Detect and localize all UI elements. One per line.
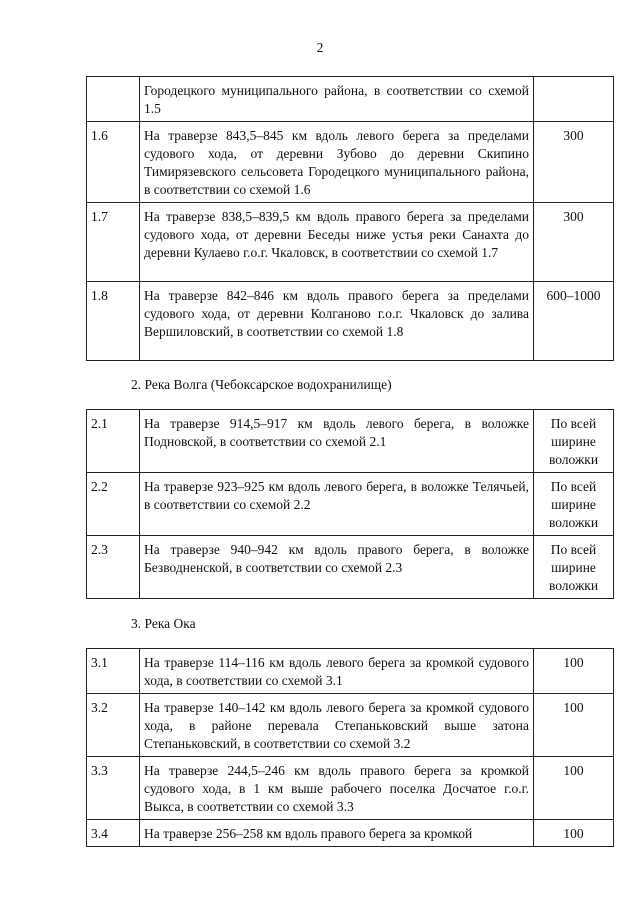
- row-value: 100: [534, 649, 614, 694]
- row-number: 1.7: [87, 203, 140, 282]
- table-row: [87, 820, 614, 847]
- table-row: [87, 536, 614, 599]
- table-row: [87, 649, 614, 694]
- table-row: [87, 77, 614, 122]
- row-description: На траверзе 838,5–839,5 км вдоль правого берега за пределами судового хода, от деревни Беседы ниже устья реки Санахта до деревни Кулаево г.о.г. Чкаловск, в соответствии со схемой 1.7: [140, 203, 534, 282]
- table-row: [87, 203, 614, 282]
- row-description: Городецкого муниципального района, в соответствии со схемой 1.5: [140, 77, 534, 122]
- row-description: На траверзе 914,5–917 км вдоль левого берега, в воложке Подновской, в соответствии со схемой 2.1: [140, 410, 534, 473]
- row-value: 100: [534, 694, 614, 757]
- row-value: 100: [534, 757, 614, 820]
- row-description: На траверзе 256–258 км вдоль правого берега за кромкой: [140, 820, 534, 847]
- row-description: На траверзе 140–142 км вдоль левого берега за кромкой судового хода, в районе перевала Степаньковский выше затона Степаньковский, в соответствии со схемой 3.2: [140, 694, 534, 757]
- row-value: 300: [534, 203, 614, 282]
- row-value: 600–1000: [534, 282, 614, 361]
- row-description: На траверзе 114–116 км вдоль левого берега за кромкой судового хода, в соответствии со схемой 3.1: [140, 649, 534, 694]
- row-value: По всей ширине воложки: [534, 536, 614, 599]
- row-number: 2.3: [87, 536, 140, 599]
- table-row: [87, 757, 614, 820]
- table-row: [87, 473, 614, 536]
- row-value: 300: [534, 122, 614, 203]
- table-row: [87, 410, 614, 473]
- table-row: [87, 122, 614, 203]
- table-section-2: [86, 409, 614, 599]
- row-description: На траверзе 244,5–246 км вдоль правого берега за кромкой судового хода, в 1 км выше рабочего поселка Досчатое г.о.г. Выкса, в соответствии со схемой 3.3: [140, 757, 534, 820]
- row-number: 2.2: [87, 473, 140, 536]
- row-number: 3.4: [87, 820, 140, 847]
- row-description: На траверзе 923–925 км вдоль левого берега, в воложке Телячьей, в соответствии со схемой 2.2: [140, 473, 534, 536]
- section-title-oka: 3. Река Ока: [131, 616, 196, 631]
- row-number: 2.1: [87, 410, 140, 473]
- row-value: [534, 77, 614, 122]
- row-description: На траверзе 940–942 км вдоль правого берега, в воложке Безводненской, в соответствии со схемой 2.3: [140, 536, 534, 599]
- row-number: [87, 77, 140, 122]
- page-number: 2: [316, 40, 324, 55]
- row-number: 1.6: [87, 122, 140, 203]
- table-row: [87, 694, 614, 757]
- row-number: 3.2: [87, 694, 140, 757]
- row-number: 1.8: [87, 282, 140, 361]
- row-number: 3.3: [87, 757, 140, 820]
- table-row: [87, 282, 614, 361]
- row-value: 100: [534, 820, 614, 847]
- table-section-1: [86, 76, 614, 361]
- row-description: На траверзе 843,5–845 км вдоль левого берега за пределами судового хода, от деревни Зубово до деревни Скипино Тимирязевского сельсовета Городецкого муниципального района, в соответствии со схемой 1.6: [140, 122, 534, 203]
- table-section-3: [86, 648, 614, 847]
- row-description: На траверзе 842–846 км вдоль правого берега за пределами судового хода, от деревни Колганово г.о.г. Чкаловск до залива Вершиловский, в соответствии со схемой 1.8: [140, 282, 534, 361]
- row-value: По всей ширине воложки: [534, 473, 614, 536]
- section-title-volga: 2. Река Волга (Чебоксарское водохранилище): [131, 377, 392, 392]
- row-number: 3.1: [87, 649, 140, 694]
- row-value: По всей ширине воложки: [534, 410, 614, 473]
